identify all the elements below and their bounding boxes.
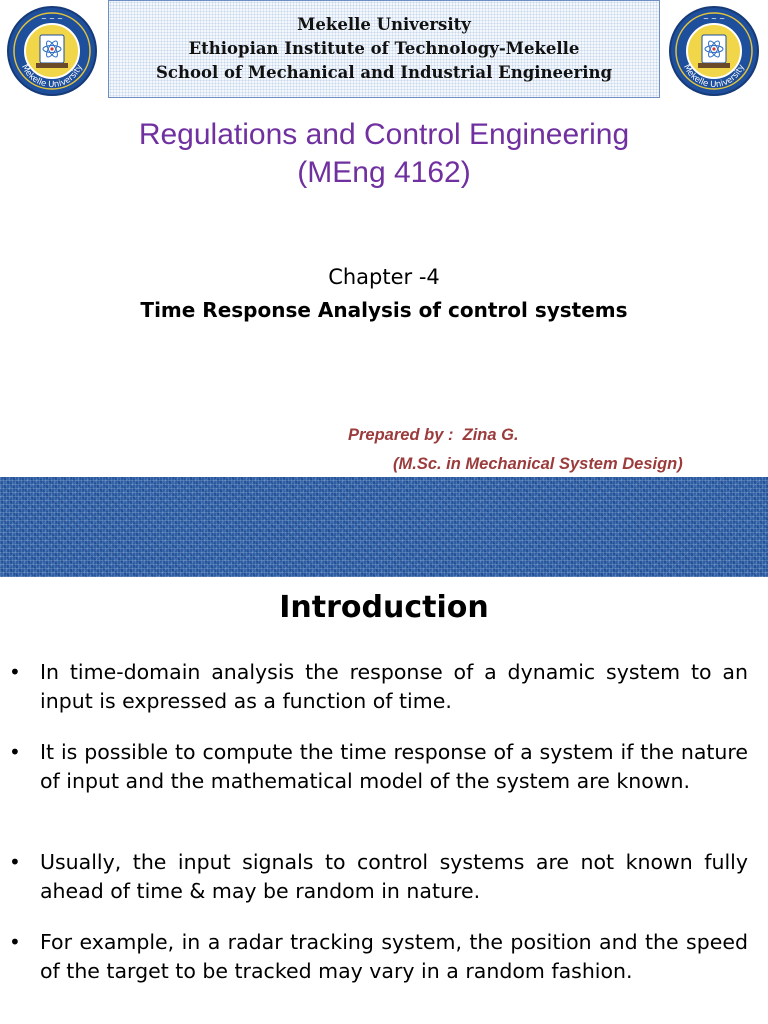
university-name: Mekelle University	[297, 15, 471, 34]
bullet-icon: •	[9, 850, 21, 874]
bullet-text: It is possible to compute the time response of a system if the nature of input and the mathematical model of the system are known.	[40, 740, 748, 793]
bullet-icon: •	[9, 660, 21, 684]
bullet-text: In time-domain analysis the response of a dynamic system to an input is expressed as a function of time.	[40, 660, 748, 713]
svg-text:~ ~ ~: ~ ~ ~	[702, 15, 726, 23]
course-title	[0, 116, 768, 192]
logo-caption: Mekelle University	[681, 62, 747, 91]
chapter-number: Chapter -4	[328, 265, 440, 289]
course-code: (MEng 4162)	[297, 156, 471, 189]
bullet-icon: •	[9, 930, 21, 954]
prepared-by: Prepared by : Zina G.	[348, 426, 519, 444]
svg-text:~ ~ ~: ~ ~ ~	[40, 15, 64, 23]
chapter-heading	[0, 261, 768, 327]
bullet-text: Usually, the input signals to control systems are not known fully ahead of time & may be random in nature.	[40, 850, 748, 903]
slide-title: Introduction	[279, 590, 489, 625]
institution-header	[108, 0, 660, 98]
bullet-icon: •	[9, 740, 21, 764]
author-qualification: (M.Sc. in Mechanical System Design)	[393, 455, 683, 473]
bullet-text: For example, in a radar tracking system, the position and the speed of the target to be tracked may vary in a random fashion.	[40, 930, 748, 983]
decorative-pattern-band	[0, 477, 768, 577]
logo-caption: Mekelle University	[19, 62, 85, 91]
course-title-line1: Regulations and Control Engineering	[138, 118, 630, 151]
introduction-slide	[0, 578, 768, 1024]
university-seal-icon	[668, 5, 760, 97]
school-name: School of Mechanical and Industrial Engineering	[156, 63, 612, 82]
institute-name: Ethiopian Institute of Technology-Mekelle	[188, 39, 580, 58]
university-seal-icon	[6, 5, 98, 97]
chapter-title: Time Response Analysis of control systems	[140, 298, 628, 322]
